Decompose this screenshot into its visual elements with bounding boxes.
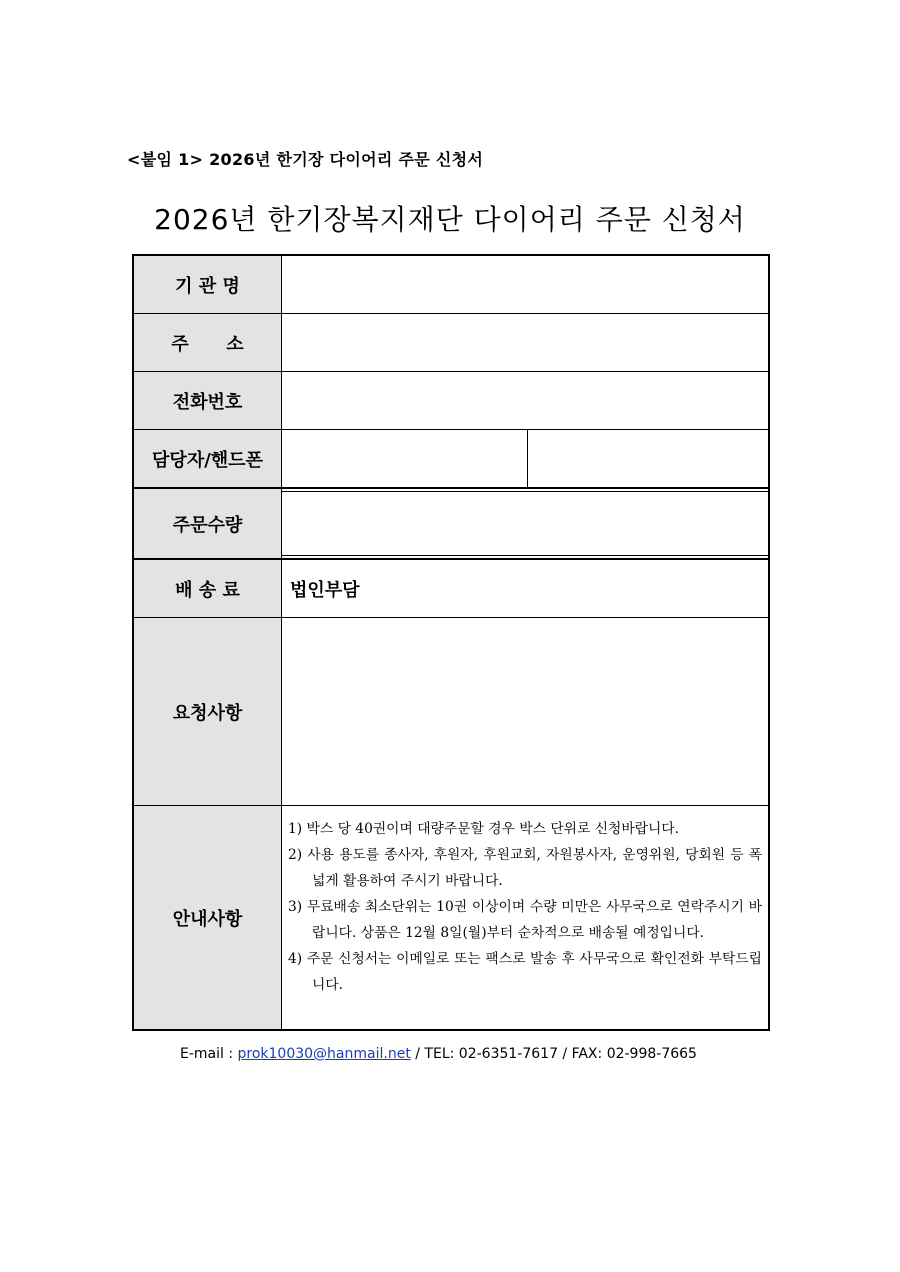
attachment-title: <붙임 1> 2026년 한기장 다이어리 주문 신청서 (127, 150, 484, 169)
org-label: 기 관 명 (134, 256, 282, 313)
address-field[interactable] (282, 314, 768, 371)
address-row (134, 314, 768, 372)
shipping-label: 배 송 료 (134, 560, 282, 617)
org-row (134, 256, 768, 314)
tel-fax-text: / TEL: 02-6351-7617 / FAX: 02-998-7665 (410, 1046, 697, 1062)
notice-item-3: 3) 무료배송 최소단위는 10권 이상이며 수량 미만은 사무국으로 연락주시기 바랍니다. 상품은 12월 8일(월)부터 순차적으로 배송될 예정입니다. (288, 899, 762, 941)
notice-row (134, 806, 768, 1029)
address-label: 주 소 (134, 314, 282, 371)
quantity-label: 주문수량 (134, 489, 282, 558)
shipping-value-text: 법인부담 (290, 579, 360, 601)
document-title: 2026년 한기장복지재단 다이어리 주문 신청서 (154, 203, 746, 236)
notice-list (282, 806, 768, 1029)
email-link[interactable]: prok10030@hanmail.net (237, 1046, 411, 1062)
org-field[interactable] (282, 256, 768, 313)
contact-mobile-field[interactable] (528, 430, 768, 487)
email-prefix: E-mail : (180, 1046, 238, 1062)
requests-field[interactable] (282, 618, 768, 805)
quantity-row (134, 488, 768, 560)
contact-row (134, 430, 768, 488)
phone-label: 전화번호 (134, 372, 282, 429)
contact-label: 담당자/핸드폰 (134, 430, 282, 487)
phone-field[interactable] (282, 372, 768, 429)
contact-name-field[interactable] (282, 430, 526, 487)
order-form (132, 254, 770, 1031)
requests-label: 요청사항 (134, 618, 282, 805)
shipping-value (282, 560, 768, 617)
shipping-row (134, 560, 768, 618)
notice-label: 안내사항 (134, 806, 282, 1029)
phone-row (134, 372, 768, 430)
quantity-field[interactable] (282, 489, 768, 558)
footer-contact (180, 1046, 697, 1062)
requests-row (134, 618, 768, 806)
notice-item-2: 2) 사용 용도를 종사자, 후원자, 후원교회, 자원봉사자, 운영위원, 당회원 등 폭넓게 활용하여 주시기 바랍니다. (288, 847, 762, 889)
notice-item-1: 1) 박스 당 40권이며 대량주문할 경우 박스 단위로 신청바랍니다. (288, 821, 680, 837)
notice-item-4: 4) 주문 신청서는 이메일로 또는 팩스로 발송 후 사무국으로 확인전화 부탁드립니다. (288, 951, 762, 993)
